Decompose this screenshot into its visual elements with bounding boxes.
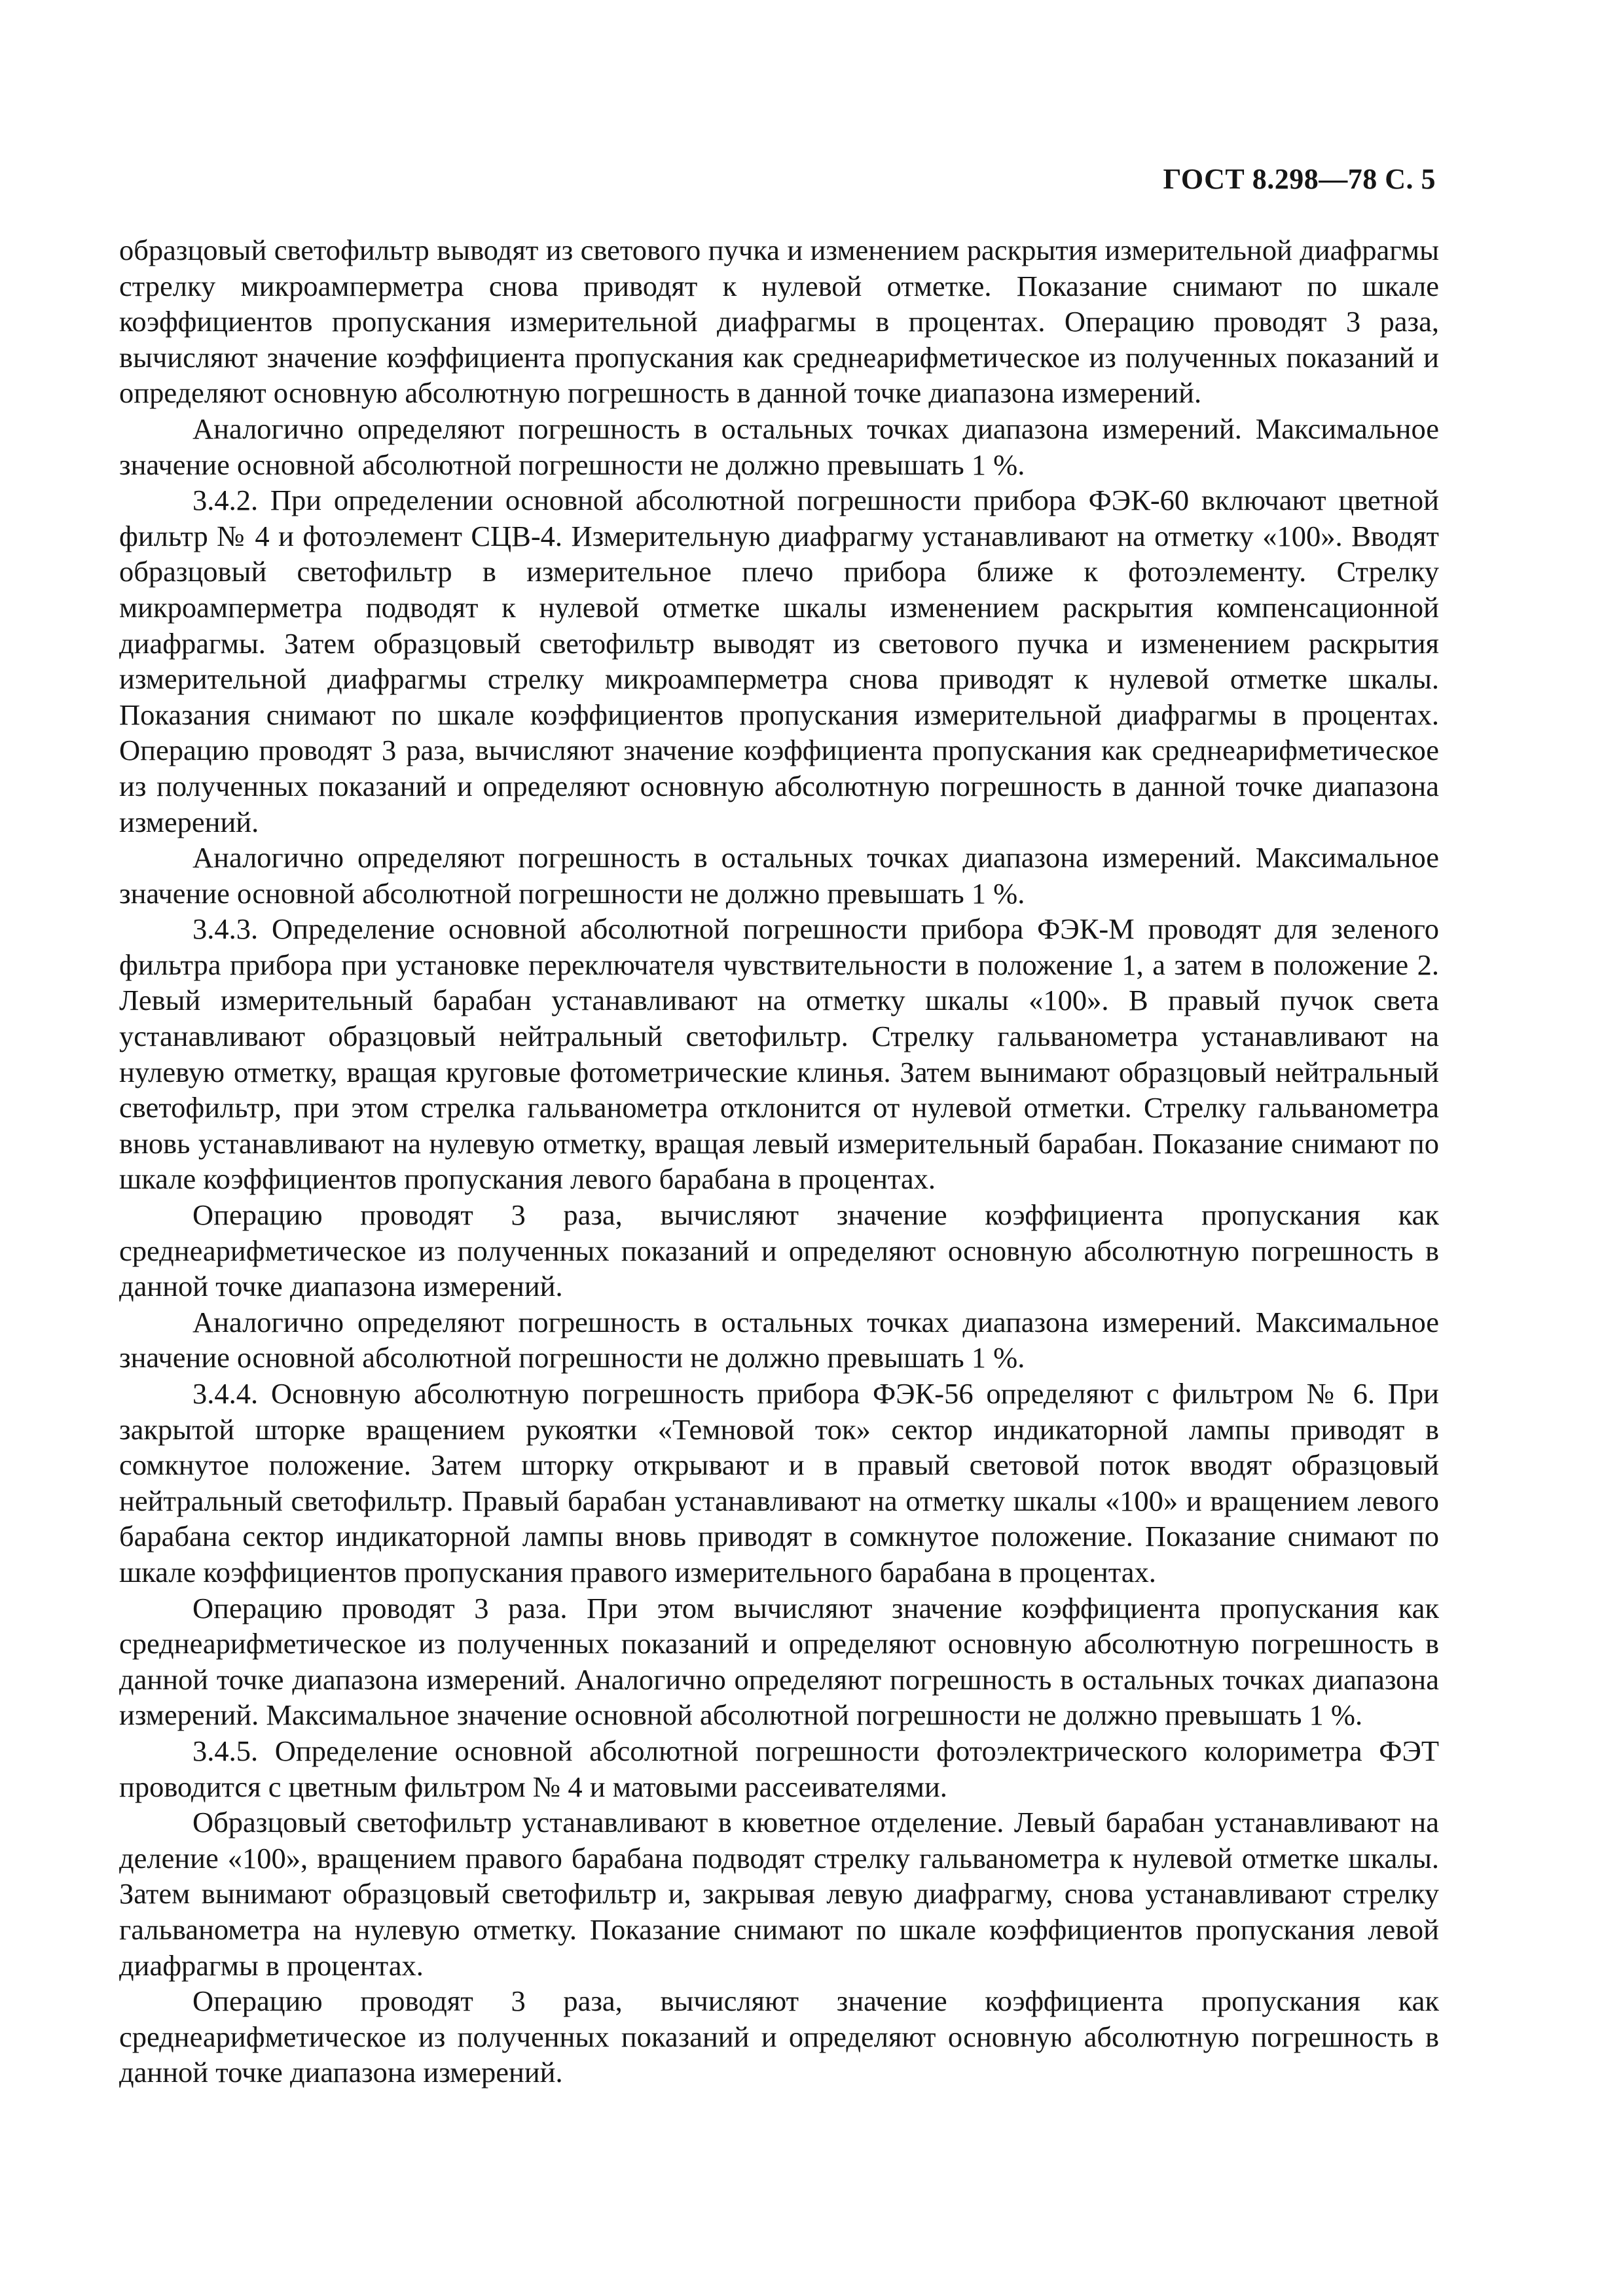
paragraph-3-4-3: 3.4.3. Определение основной абсолютной погрешности прибора ФЭК-М проводят для зеленого фильтра прибора при установке переключателя чувствительности в положение 1, а затем в положение 2. Левый измерительный барабан устанавливают на отметку шкалы «100». В правый пучок света устанавливают образцовый нейтральный светофильтр. Стрелку гальванометра устанавливают на нулевую отметку, вращая круговые фотометрические клинья. Затем вынимают образцовый нейтральный светофильтр, при этом стрелка гальванометра отклонится от нулевой отметки. Стрелку гальванометра вновь устанавливают на нулевую отметку, вращая левый измерительный барабан. Показание снимают по шкале коэффициентов пропускания левого барабана в процентах. [119, 912, 1439, 1196]
body-text [119, 232, 1439, 2090]
paragraph-3-4-4: 3.4.4. Основную абсолютную погрешность прибора ФЭК-56 определяют с фильтром № 6. При закрытой шторке вращением рукоятки «Темновой ток» сектор индикаторной лампы приводят в сомкнутое положение. Затем шторку открывают и в правый световой поток вводят образцовый нейтральный светофильтр. Правый барабан устанавливают на отметку шкалы «100» и вращением левого барабана сектор индикаторной лампы вновь приводят в сомкнутое положение. Показание снимают по шкале коэффициентов пропускания правого измерительного барабана в процентах. [119, 1377, 1439, 1588]
paragraph-max-error-note: Аналогично определяют погрешность в остальных точках диапазона измерений. Максимальное значение основной абсолютной погрешности не должно превышать 1 %. [119, 841, 1439, 910]
paragraph-continuation: образцовый светофильтр выводят из светового пучка и изменением раскрытия измерительной диафрагмы стрелку микроамперметра снова приводят к нулевой отметке. Показание снимают по шкале коэффициентов пропускания измерительной диафрагмы в процентах. Операцию проводят 3 раза, вычисляют значение коэффициента пропускания как среднеарифметическое из полученных показаний и определяют основную абсолютную погрешность в данной точке диапазона измерений. [119, 234, 1439, 410]
paragraph-max-error-note: Аналогично определяют погрешность в остальных точках диапазона измерений. Максимальное значение основной абсолютной погрешности не должно превышать 1 %. [119, 412, 1439, 481]
paragraph-3-4-2: 3.4.2. При определении основной абсолютной погрешности прибора ФЭК-60 включают цветной фильтр № 4 и фотоэлемент СЦВ-4. Измерительную диафрагму устанавливают на отметку «100». Вводят образцовый светофильтр в измерительное плечо прибора ближе к фотоэлементу. Стрелку микроамперметра подводят к нулевой отметке шкалы изменением раскрытия компенсационной диафрагмы. Затем образцовый светофильтр выводят из светового пучка и изменением раскрытия измерительной диафрагмы стрелку микроамперметра снова приводят к нулевой отметке шкалы. Показания снимают по шкале коэффициентов пропускания измерительной диафрагмы в процентах. Операцию проводят 3 раза, вычисляют значение коэффициента пропускания как среднеарифметическое из полученных показаний и определяют основную абсолютную погрешность в данной точке диапазона измерений. [119, 484, 1439, 838]
paragraph-3-4-5: 3.4.5. Определение основной абсолютной погрешности фотоэлектрического колориметра ФЭТ проводится с цветным фильтром № 4 и матовыми рассеивателями. [119, 1734, 1439, 1803]
paragraph-operation-repeat: Операцию проводят 3 раза. При этом вычисляют значение коэффициента пропускания как среднеарифметическое из полученных показаний и определяют основную абсолютную погрешность в данной точке диапазона измерений. Аналогично определяют погрешность в остальных точках диапазона измерений. Максимальное значение основной абсолютной погрешности не должно превышать 1 %. [119, 1591, 1439, 1732]
running-header: ГОСТ 8.298—78 С. 5 [1163, 163, 1436, 195]
paragraph-operation-repeat: Операцию проводят 3 раза, вычисляют значение коэффициента пропускания как среднеарифметическое из полученных показаний и определяют основную абсолютную погрешность в данной точке диапазона измерений. [119, 1198, 1439, 1303]
paragraph-operation-repeat: Операцию проводят 3 раза, вычисляют значение коэффициента пропускания как среднеарифметическое из полученных показаний и определяют основную абсолютную погрешность в данной точке диапазона измерений. [119, 1984, 1439, 2089]
paragraph-fet-procedure: Образцовый светофильтр устанавливают в кюветное отделение. Левый барабан устанавливают на деление «100», вращением правого барабана подводят стрелку гальванометра к нулевой отметке шкалы. Затем вынимают образцовый светофильтр и, закрывая левую диафрагму, снова устанавливают стрелку гальванометра на нулевую отметку. Показание снимают по шкале коэффициентов пропускания левой диафрагмы в процентах. [119, 1806, 1439, 1982]
paragraph-max-error-note: Аналогично определяют погрешность в остальных точках диапазона измерений. Максимальное значение основной абсолютной погрешности не должно превышать 1 %. [119, 1305, 1439, 1374]
